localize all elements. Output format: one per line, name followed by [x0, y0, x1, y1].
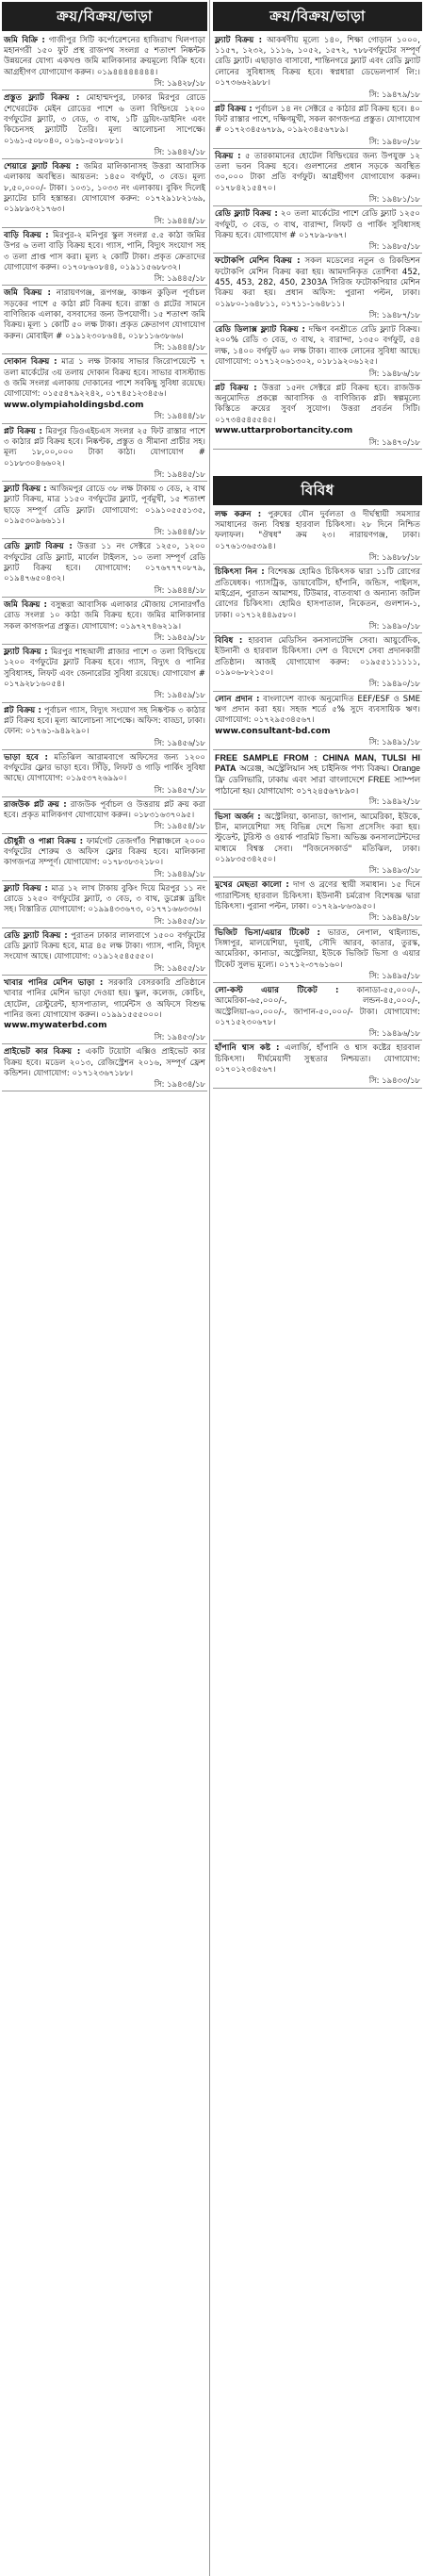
ad-website-link[interactable]: www.olympiaholdingsbd.com — [4, 400, 144, 410]
ad-reference-number: সি: ১৯৪৪৫/১৮ — [2, 273, 207, 286]
classified-ad — [213, 1042, 422, 1075]
classified-ad — [213, 150, 422, 194]
ad-title: শেয়ারে ফ্ল্যাট বিক্রয় : — [4, 162, 79, 172]
ad-body: জমির মালিকানাসহ উত্তরা আবাসিক এলাকায় অবস্থিত। আয়তন: ১৪৫০ বর্গফুট, ৩ বেড। মূল্য ৮,৫০,০০০/- টাকা। ১০৩১, ১০৩৩ নং এলাকায়। বুকিং দিলেই ফ্ল্যাটের চাবি হস্তান্তর। যোগাযোগ করুন: ০১৭২৯১৮২১৬৯, ০১৯৮৯৩২১৭৬৩। — [4, 162, 206, 215]
classified-ad — [2, 646, 207, 690]
classified-ad — [2, 540, 207, 584]
classified-ad — [213, 566, 422, 621]
ad-title: ভাড়া হবে : — [4, 752, 48, 763]
classified-ad — [213, 878, 422, 912]
ad-title: বিক্রয় : — [215, 151, 241, 161]
ad-title: প্রস্তুত ফ্ল্যাট বিক্রয় : — [4, 93, 80, 104]
ad-title: বাড়ি বিক্রয় : — [4, 230, 49, 240]
left-column — [2, 0, 207, 2576]
classified-ad — [213, 382, 422, 437]
ad-reference-number: সি: ১৯৪৯৫/১৮ — [213, 971, 422, 983]
ad-reference-number: সি: ১৯৪৪৫/১৮ — [2, 469, 207, 482]
ad-body: মোহাম্মদপুর, ঢাকার মিরপুর রোডে শেখেরটেক মেইন রোডের পাশে ৬ তলা বিল্ডিংয়ে ১২০০ বর্গফুটের ফ্ল্যাট, ৩ বেড, ৩ বাথ, ১টি ড্রয়িং-ডাইনিং এবং কিচেনসহ ফ্ল্যাটটি তৈরি। মূল্য আলোচনা সাপেক্ষে। ০১৬১-৫০৮০৪০, ০১৬১-৫০৮০৮১। — [4, 93, 205, 146]
classified-ad — [2, 34, 207, 78]
ad-title: রেডি ফ্ল্যাট বিক্রয় : — [4, 930, 68, 941]
ad-title: প্লট বিক্রয় : — [4, 705, 41, 715]
classified-ad — [2, 704, 207, 738]
classified-ad — [213, 751, 422, 797]
section-header-buy-sell-rent: ক্রয়/বিক্রয়/ভাড়া — [2, 2, 207, 31]
classified-ad — [213, 508, 422, 552]
ad-title: ফ্ল্যাট বিক্রয় : — [4, 484, 47, 494]
classified-ad — [2, 835, 207, 869]
ad-body: মিরপুর শাহআলী প্লাজার পাশে ৩ তলা বিল্ডিংয়ে ১২০০ বর্গফুটের ফ্ল্যাট বিক্রয় হবে। গ্যাস, বিদ্যুৎ ও পানির সুবিধাসহ, লিফট এবং জেনারেটর সুবিধা রয়েছে। যোগাযোগ # ০১৭৯২৮১৬০৫৪। — [4, 648, 206, 690]
ad-reference-number: সি: ১৯৪৪৯/১৮ — [2, 869, 207, 881]
ad-title: জমি বিক্রয় : — [4, 288, 51, 299]
ad-reference-number: সি: ১৯৪২৮/১৮ — [2, 78, 207, 90]
ad-reference-number: সি: ১৯৪৯০/১৮ — [213, 679, 422, 691]
ad-website-link[interactable]: www.consultant-bd.com — [215, 726, 331, 736]
ad-body: পুরাতন ঢাকার লালবাগে ১৫০০ বর্গফুটের রেডি ফ্ল্যাট বিক্রয় হবে, মাত্র ৪৫ লক্ষ টাকা। গ্যাস, পানি, বিদ্যুৎ সংযোগ আছে। যোগাযোগ: ০১৯১২৫৪৫৫৫০। — [4, 930, 205, 962]
ad-body: বাংলাদেশ ব্যাংক অনুমোদিত EEF/ESF ও SME ঋণ প্রদান করা হয়। সহজ শর্তে ৫% সুদে ব্যবসায়িক ঋণ। যোগাযোগ: ০১৭২৯৫৩৪৫৬৭। — [215, 694, 421, 726]
classified-ad — [213, 634, 422, 679]
ad-title: বিবিধ : — [215, 636, 243, 647]
ad-title: রেডি ফ্ল্যাট বিক্রয় : — [215, 209, 278, 220]
ad-body: রাজউক পূর্বাচল ও উত্তরায় প্লট ক্রয় করা হবে। প্রকৃত মালিকগণ যোগাযোগ করুন। ০১৮৩১৬৩৭০৯৫। — [4, 799, 205, 821]
ad-title: হাঁপানি শ্বাস কষ্ট : — [215, 1043, 280, 1054]
ad-title: চিকিৎসা নিন : — [215, 567, 265, 578]
ad-reference-number: সি: ১৯৪৮০/১৮ — [213, 137, 422, 149]
ad-reference-number: সি: ১৯৪৭৯/১৮ — [213, 90, 422, 102]
classified-ad — [2, 798, 207, 822]
ad-title: ফটোকপি মেশিন বিক্রয় : — [215, 256, 301, 267]
ad-reference-number: সি: ১৯৪৯১/১৮ — [213, 737, 422, 749]
ad-title: লক্ষ করুন : — [215, 509, 262, 519]
ad-body: মিরপুর-২ মনিপুর স্কুল সংলগ্ন ৫.৫ কাঠা জমির উপর ৬ তলা বাড়ি বিক্রয় হবে। গ্যাস, পানি, বিদ্যুৎ সংযোগ সহ ৩ তলা প্রাপ্ত পাস করা। মূল্য ২ কোটি টাকা। প্রকৃত ক্রেতাদের যোগাযোগ করুন। ০১৭০৮৬০৮৪৪, ০১৯১১৫৬৮৮৩২। — [4, 230, 205, 272]
classified-ad — [2, 91, 207, 147]
classified-ad — [2, 355, 207, 411]
ad-body: আজিমপুর রোডে ৩৮ লক্ষ টাকায় ৩ বেড, ২ বাথ ফ্ল্যাট বিক্রয়, মাত্র ১১৫০ বর্গফুটের ফ্ল্যাট, পূর্বমুখী, ১৫ শতাংশ ছাড়ে সম্পূর্ণ রেডি ফ্ল্যাট। যোগাযোগ: ০১৯১০৫৫৫১৩৫, ০১৯৫৩০৯৬৬১১। — [4, 484, 205, 527]
ad-body: দক্ষিণ বনশ্রীতে রেডি ফ্ল্যাট বিক্রয়। ২০০% রেডি ৩ বেড, ৩ বাথ, ২ বারান্দা, ১৩৫০ বর্গফুট, ৫৪ লক্ষ, ১৪০০ বর্গফুট ৬০ লক্ষ টাকা। ব্যাংক লোনের সুবিধা আছে। যোগাযোগ: ০১৭১২০৬১৩০২, ০১৮১৯২০৬১২৫। — [215, 325, 420, 368]
classified-ad — [2, 287, 207, 342]
classified-ad — [213, 693, 422, 738]
ad-reference-number: সি: ১৯৪৩৩/১৮ — [213, 1075, 422, 1088]
ad-body: গাজীপুর সিটি কর্পোরেশনের হাজিরাখ খিলপাড়া মহানগরী ১৫০ ফুট প্রস্থ রাজপথ সংলগ্ন ৫ শতাংশ নিষ্কন্টক উন্নয়নের যোগ্য একখণ্ড জমি মালিকানার ক্রয়মূল্যে বিক্রি হবে। আগ্রহীগণ যোগাযোগ করুন। ০১৯৪৪৪৪৪৪৪৪। — [4, 35, 205, 77]
ad-reference-number: সি: ১৯৪৯৩/১৮ — [213, 865, 422, 878]
ad-title: ভিসা অর্জন : — [215, 812, 261, 822]
section-header-buy-sell-rent-right: ক্রয়/বিক্রয়/ভাড়া — [213, 2, 422, 31]
ad-title: ফ্ল্যাট বিক্রয় : — [4, 648, 48, 658]
ad-reference-number: সি: ১৯৪৫৯/১৮ — [2, 690, 207, 702]
ad-body: উত্তরা ১৫নং সেক্টরে প্লট বিক্রয় হবে। রাজউক অনুমোদিত প্রকল্পে আবাসিক ও বাণিজ্যিক প্লট। স্বল্পমূল্যে কিস্তিতে ক্রয়ের সুবর্ণ সুযোগ। উত্তরা প্রবর্তন সিটি। ০১৭৩৪৫৪৫৫৪৫। — [215, 383, 420, 425]
ad-reference-number: সি: ১৯৪৫৫/১৮ — [2, 916, 207, 928]
classified-ad — [2, 929, 207, 963]
ad-title: ভিজিট ভিসা/এয়ার টিকেট : — [215, 927, 320, 938]
ad-body: উত্তরা ১১ নং সেক্টরে ১২৫০, ১২০০ বর্গফুটের রেডি ফ্ল্যাট, মার্বেল টাইলস, ১০ তলা সম্পূর্ণ রেডি ফ্ল্যাট বিক্রয় হবে। যোগাযোগ: ০১৭৬৭৭৭০৮৭৯, ০১৯৪৭৬৫০৪৩২। — [4, 542, 205, 584]
ad-reference-number: সি: ১৯৪৯৬/১৮ — [213, 1028, 422, 1041]
ad-title: প্রাইভেট কার বিক্রয় : — [4, 1047, 81, 1058]
ad-reference-number: সি: ১৯৪৪৪/১৮ — [2, 216, 207, 228]
ad-reference-number: সি: ১৯৪৩৪/১৮ — [2, 1079, 207, 1091]
right-column — [213, 0, 422, 2576]
ad-body: হারবাল মেডিসিন কনসালটেন্সি সেবা। আয়ুর্বেদিক, ইউনানী ও হারবাল চিকিৎসা। দেশ ও বিদেশে সেবা প্রদানকারী প্রতিষ্ঠান। আজই যোগাযোগ করুন: ০১৯৫৫১১১১১১, ০১৯০৬-৮২১৫০। — [215, 636, 420, 679]
ad-body: দাগ ও ব্রণের স্থায়ী সমাধান। ১৫ দিনে গ্যারান্টিসহ হারবাল চিকিৎসা। ইউনানী চর্মরোগ বিশেষজ্ঞ দ্বারা চিকিৎসা। পুরানা পল্টন, ঢাকা। ০১৭২৯-৮৬৩৯৫০। — [215, 880, 420, 912]
classified-ad — [2, 882, 207, 916]
ad-body: মাত্র ১ লক্ষ টাকায় সাভার জিরোপয়েন্টে ৭ তলা মার্কেটের ৩য় তলায় দোকান বিক্রয় হবে। সাভার বাসস্ট্যান্ড ও জমি সংলগ্ন এলাকায় দোকানের পাশে সবকিছু সুবিধা রয়েছে। যোগাযোগ: ০১৫৫৪৭৯২২৪২, ০১৭৪৫১২৩৪৫৬। — [4, 357, 206, 400]
classified-ad — [2, 751, 207, 785]
ad-reference-number: সি: ১৯৪৫৪/১৮ — [2, 821, 207, 833]
ad-reference-number: সি: ১৯৪৫৭/১৮ — [2, 785, 207, 797]
ad-title: ফ্ল্যাট বিক্রয় : — [215, 35, 263, 45]
misc-ads-list — [213, 508, 422, 1089]
ad-body: বিশেষজ্ঞ হোমিও চিকিৎসক দ্বারা ১১টি রোগের প্রতিষেধক। গ্যাসট্রিক, ডায়াবেটিস, হাঁপানি, জন্ডিস, পাইলস, মাইগ্রেন, পুরাতন আমাশয়, টিউমার, বাতব্যথা ও অন্যান্য জটিল রোগের চিকিৎসা। হোমিও হাসপাতাল, নিকেতন, গুলশান-১, ঢাকা। ০১৭১২৪৪৯৫৮০। — [215, 567, 420, 620]
ad-title: প্লট বিক্রয় : — [215, 383, 257, 393]
classified-ad — [213, 927, 422, 971]
ad-body: মিরপুর ডিওএইচএস সংলগ্ন ২৫ ফিট রাস্তার পাশে ৩ কাঠার প্লট বিক্রয় হবে। নিষ্কণ্টক, প্রস্তুত ও সীমানা প্রাচীর সহ। মূল্য ১৮,০০,০০০ টাকা কাঠা। যোগাযোগ # ০১৮৮৩০৪৬৬০২। — [4, 426, 205, 468]
ad-body: সরকারি বেসরকারি প্রতিষ্ঠানে খাবার পানির মেশিন ভাড়া দেওয়া হয়। স্কুল, কলেজ, কোচিং, হোটেল, রেস্টুরেন্ট, হাসপাতাল, গার্মেন্টস ও অফিসে বিশুদ্ধ পানির জন্য যোগাযোগ করুন। ০১৯৯১৫৫৫০০০। — [4, 977, 205, 1020]
ad-reference-number: সি: ১৯৪৪৪/১৮ — [2, 342, 207, 354]
classified-ad — [2, 160, 207, 216]
ad-title: প্লট বিক্রয় : — [215, 104, 253, 114]
ad-reference-number: সি: ১৯৪৫৬/১৮ — [2, 738, 207, 750]
ad-reference-number: সি: ১৯৪৮৮/১৮ — [213, 552, 422, 565]
ad-title: জমি বিক্রয় : — [4, 599, 47, 610]
ad-title: লো-কস্ট এয়ার টিকেট : — [215, 985, 339, 995]
ad-reference-number: সি: ১৯৪৯৪/১৮ — [213, 912, 422, 925]
classified-ad — [213, 103, 422, 137]
ad-body: এলার্জি, হাঁপানি ও শ্বাস কষ্টের হারবাল চিকিৎসা। দীর্ঘমেয়াদী সুস্থতার নিশ্চয়তা। যোগাযোগ: ০১৭০১২৩৪৫৬৭। — [215, 1043, 420, 1075]
ad-body: আকর্ষণীয় মূল্যে ১৪০, শিক্ষা গোড়ান ১০০০, ১১৫৭, ১২৩২, ১১১৬, ১০৫২, ১৫৭২, ৭৮৮বর্গফুটের সম্পূর্ণ রেডি ফ্ল্যাট। এছাড়াও বাসাবো, শান্তিনগরে ফ্ল্যাট এবং রেডি ফ্ল্যাট লোনের সুবিধাসহ বিক্রয় হবে। স্বপ্নধারা ডেভেলপার্স লি:। ০১৭৩৬৬২৯৮৮। — [215, 35, 420, 89]
ad-title: জমি বিক্রি : — [4, 35, 45, 45]
section-header-misc: বিবিধ — [213, 476, 422, 505]
classified-ad — [213, 323, 422, 368]
left-ads-list — [2, 34, 207, 1092]
ad-body: ৫ তারকামানের হোটেল বিল্ডিংয়ের জন্য উপযুক্ত ১২ তলা ভবন বিক্রয় হবে। গুলশানের প্রধান সড়কে অবস্থিত ৩০,০০০ টাকা প্রতি বর্গফুট। আগ্রহীগণ যোগাযোগ করুন। ০১৭৮৪২১৫৪৭০। — [215, 151, 420, 193]
ad-title: চৌধুরী ও পাপ্পা বিক্রয় : — [4, 836, 84, 846]
classified-ad — [2, 599, 207, 632]
classified-ad — [213, 254, 422, 310]
ad-title: রেডি ডিলাক্স ফ্ল্যাট বিক্রয় : — [215, 325, 305, 336]
ad-body: কানাডা-৫৫,০০০/-, আমেরিকা-৬৫,০০০/-, লন্ডন-৪৫,০০০/-, অস্ট্রেলিয়া-৬০,০০০/-, জাপান-৫০,০০০/- টাকা। যোগাযোগ: ০১৭১৫২৩০৬৭৮। — [215, 985, 420, 1027]
ad-title: খাবার পানির মেশিন ভাড়া : — [4, 977, 104, 988]
classified-ad — [213, 984, 422, 1028]
ad-title: FREE SAMPLE FROM : CHINA MAN, TULSI HI PATA — [215, 752, 420, 774]
column-divider — [209, 0, 210, 2576]
ad-reference-number: সি: ১৯৪৪৪/১৮ — [2, 585, 207, 598]
ad-body: ভারত, নেপাল, থাইল্যান্ড, সিঙ্গাপুর, মালয়েশিয়া, দুবাই, সৌদি আরব, কাতার, তুরস্ক, আমেরিকা, কানাডা, অস্ট্রেলিয়া, ইউকে ভিজিট ভিসা ও এয়ার টিকেট সুলভ মূল্যে। ০১৭১২-৩৭৬১৬০। — [215, 927, 420, 970]
ad-reference-number: সি: ১৯৪৫৫/১৮ — [2, 963, 207, 976]
classified-ad — [213, 34, 422, 90]
ad-title: দোকান বিক্রয় : — [4, 357, 57, 368]
ad-title: লোন প্রদান : — [215, 694, 260, 704]
ad-title: রাজউক প্লট ক্রয় : — [4, 799, 67, 810]
ad-title: রেডি ফ্ল্যাট বিক্রয় : — [4, 542, 73, 552]
classified-ad — [2, 229, 207, 273]
ad-body: একটি টয়োটা এক্সিও প্রাইভেট কার বিক্রয় হবে। মডেল ২০১৩, রেজিস্ট্রেশন ২০১৬, সম্পূর্ণ ফ্রেশ কন্ডিশন। যোগাযোগ: ০১৭১২৩৬৭১৮৮। — [4, 1047, 205, 1078]
ad-reference-number: সি: ১৯৪৮১/১৮ — [213, 194, 422, 206]
ad-reference-number: সি: ১৯৪৮৬/১৮ — [213, 369, 422, 381]
ad-body: মতিঝিল আরামবাগে অফিসের জন্য ১২০০ বর্গফুটের ফ্লোর ভাড়া হবে। সিঁড়ি, লিফট ও গাড়ি পার্কিং সুবিধা আছে। যোগাযোগ: ০১৯৫৩৭২৬৯৯০। — [4, 752, 205, 784]
ad-reference-number: সি: ১৯৪৮৭/১৮ — [213, 310, 422, 322]
ad-body: নারায়ণগঞ্জ, রূপগঞ্জ, কাঞ্চন কুড়িল পূর্বাচল সড়কের পাশে ৫ কাঠা প্লট বিক্রয় হবে। রাস্তা ও প্লটের সামনে বাণিজ্যিক এলাকা, বসবাসের জন্য উপযোগী। ১৫ শতাংশ জমি বিক্রয়। মূল্য ১ কোটি ৫০ লক্ষ টাকা। প্রকৃত ক্রেতাগণ যোগাযোগ করুন। মোবাইল # ০১৯১২৩০৮৬৪৪, ০১৮১১৬৩৮৬৬। — [4, 288, 205, 341]
classified-ad — [2, 425, 207, 469]
ad-reference-number: সি: ১৯৪৫৯/১৮ — [2, 632, 207, 645]
ad-body: ২০ তলা মার্কেটের পাশে রেডি ফ্ল্যাট ১২৫০ বর্গফুট, ৩ বেড, ৩ বাথ, বারান্দা, লিফট ও পার্কিং সুবিধাসহ বিক্রয় হবে। যোগাযোগ # ০১৭৮৯-৮৬৭। — [215, 209, 421, 240]
ad-reference-number: সি: ১৯৪৪৪/১৮ — [2, 527, 207, 539]
ad-reference-number: সি: ১৯৪৪২/১৮ — [2, 147, 207, 159]
ad-body: অরেঞ্জ, অস্ট্রেলিয়ান সহ চাইনিজ পণ্য বিক্রয়। Orange ফ্রি ডেলিভারি, ঢাকায় এবং সারা বাংলাদেশে FREE স্যাম্পল পাঠানো হয়। যোগাযোগ: ০১৭২৪৫৬৭৮৯০। — [215, 763, 420, 796]
ad-title: প্লট বিক্রয় : — [4, 426, 42, 436]
ad-reference-number: সি: ১৯৪৯০/১৮ — [213, 621, 422, 633]
ad-title: মুখের মেছতা কালো : — [215, 880, 289, 891]
ad-reference-number: সি: ১৯৪৯২/১৮ — [213, 796, 422, 809]
ad-website-link[interactable]: www.uttarprobortancity.com — [215, 425, 353, 435]
ad-body: মাত্র ১২ লাখ টাকায় বুকিং দিয়ে মিরপুর ১১ নং রোডে ১২৫০ বর্গফুটের ফ্ল্যাট, ৩ বেড, ৩ বাথ, ডুপ্লেক্স ড্রয়িং সহ। বিস্তারিত যোগাযোগ: ০১৯৯৪৩৩৬৭৩, ০১৭৭১৬৬৩৩৬। — [4, 883, 205, 915]
right-ads-list — [213, 34, 422, 450]
ad-reference-number: সি: ১৯৪৪৪/১৮ — [2, 411, 207, 423]
ad-reference-number: সি: ১৯৪৮৫/১৮ — [213, 241, 422, 254]
ad-body: পুরুষের যৌন দুর্বলতা ও দীর্ঘস্থায়ী সমস্যার সমাধানের জন্য বিশ্বস্ত হারবাল চিকিৎসা। ২৮ দিনে নিশ্চিত ফলাফল। "ঔষধ" ক্রম ২৩। নারায়ণগঞ্জ, ঢাকা। ০১৭৬১৩৬৫৩৯৪। — [215, 509, 420, 551]
ad-body: পূর্বাচল গ্যাস, বিদ্যুৎ সংযোগ সহ নিষ্কণ্টক ৩ কাঠার প্লট বিক্রয় হবে। মূল্য আলোচনা সাপেক্ষে। অফিস: বাড্ডা, ঢাকা। ফোন: ০১৭৬১-৯৪৯২৯০। — [4, 705, 205, 737]
ad-website-link[interactable]: www.mywaterbd.com — [4, 1021, 107, 1031]
ad-body: পূর্বাচল ১৪ নং সেক্টরে ৫ কাঠার প্লট বিক্রয় হবে। ৪০ ফিট রাস্তার পাশে, দক্ষিণমুখী, সকল কাগজপত্র প্রস্তুত। যোগাযোগ # ০১৭২৩৪৫৬৭৮৯, ০১৯২৩৪৫৬৭৮৯। — [215, 104, 420, 136]
ad-body: ফার্মগেট তেজগাঁও শিল্পাঞ্চলে ২০০০ বর্গফুটের শোরুম ও অফিস ফ্লোর বিক্রয় হবে। মালিকানা কাগজপত্র সম্পূর্ণ। যোগাযোগ: ০১৭৮৩৮৩২১৮০। — [4, 836, 205, 868]
ad-reference-number: সি: ১৯৪৭০/১৮ — [213, 437, 422, 450]
classified-ad — [2, 1045, 207, 1079]
classified-ad — [2, 976, 207, 1032]
classified-ad — [213, 207, 422, 241]
classified-ad — [2, 483, 207, 527]
ad-body: বসুন্ধরা আবাসিক এলাকার মৌজায় সোনারগাঁও রোড সংলগ্ন ১০ কাঠা জমি বিক্রয় হবে। জমির মালিকানার সকল কাগজপত্র প্রস্তুত। যোগাযোগ: ০১৯৭২৭৪৬২১৯। — [4, 599, 205, 632]
classified-ad — [213, 811, 422, 866]
ad-body: সকল মডেলের নতুন ও রিকন্ডিশন ফটোকপি মেশিন বিক্রয় করা হয়। আমদানিকৃত তোশিবা 452, 455, 453, 282, 450, 2303A সিরিজ ফটোকপিয়ার মেশিন বিক্রয় করা হয়। প্রধান অফিস: পুরানা পল্টন, ঢাকা। ০১৯৮০-১৬৪৮১১, ০১৭১১-১৬৪৮১১। — [215, 256, 421, 309]
ad-title: ফ্ল্যাট বিক্রয় : — [4, 883, 48, 894]
ad-reference-number: সি: ১৯৪৫৩/১৮ — [2, 1032, 207, 1044]
ad-body: অস্ট্রেলিয়া, কানাডা, জাপান, আমেরিকা, ইউকে, চীন, মালয়েশিয়া সহ বিভিন্ন দেশে ভিসা প্রসেসিং করা হয়। স্টুডেন্ট, টুরিস্ট ও ওয়ার্ক পারমিট ভিসা। অভিজ্ঞ কনসালটেন্টদের মাধ্যমে বিশ্বস্ত সেবা। "বিজনেসকার্ড" মতিঝিল, ঢাকা। ০১৯৮৩৫৩৪২৫০। — [215, 812, 421, 864]
